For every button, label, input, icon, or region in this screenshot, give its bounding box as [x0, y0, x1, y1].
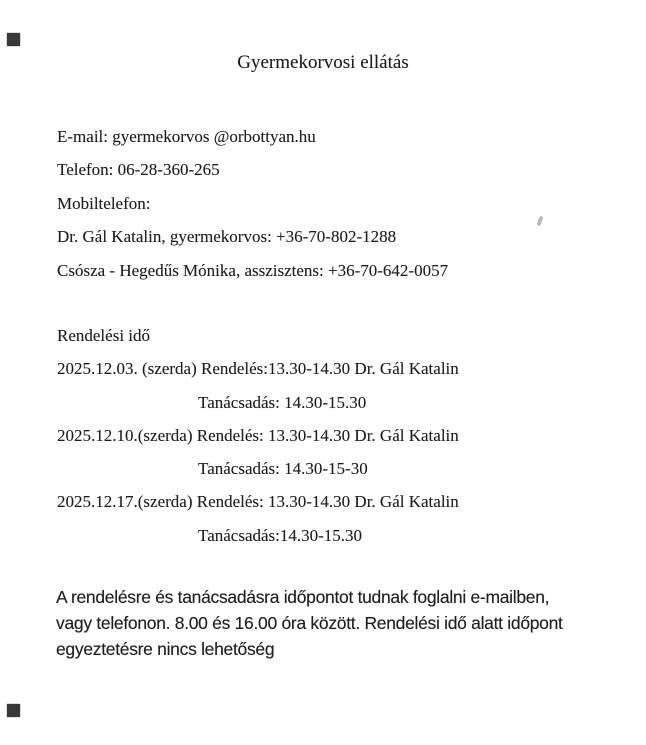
schedule-heading: Rendelési idő	[57, 326, 151, 345]
contact-block	[57, 120, 448, 287]
assistant-contact-line: Csósza - Hegedűs Mónika, asszisztens: +36-70-642-0057	[57, 260, 449, 280]
doctor-contact-line: Dr. Gál Katalin, gyermekorvos: +36-70-802-1288	[57, 227, 397, 247]
scan-mark-bottom	[7, 704, 20, 717]
schedule-block	[57, 319, 459, 552]
schedule-entry-advice: Tanácsadás:14.30-15.30	[198, 525, 363, 545]
schedule-entry-date: 2025.12.03. (szerda) Rendelés:13.30-14.30 Dr. Gál Katalin	[57, 359, 459, 379]
email-line: E-mail: gyermekorvos @orbottyan.hu	[57, 127, 316, 146]
schedule-entry-advice: Tanácsadás: 14.30-15-30	[198, 459, 368, 479]
document-title: Gyermekorvosi ellátás	[237, 52, 409, 73]
schedule-entry-advice: Tanácsadás: 14.30-15.30	[198, 392, 367, 412]
schedule-entry-date: 2025.12.17.(szerda) Rendelés: 13.30-14.30 Dr. Gál Katalin	[57, 492, 459, 512]
scan-speck	[537, 216, 544, 227]
phone-line: Telefon: 06-28-360-265	[57, 160, 220, 180]
scan-mark-top	[7, 33, 20, 46]
booking-note-line: A rendelésre és tanácsadásra időpontot tudnak foglalni e-mailben,	[56, 587, 550, 607]
booking-note-line: egyeztetésre nincs lehetőség	[56, 638, 275, 659]
booking-note-line: vagy telefonon. 8.00 és 16.00 óra között. Rendelési idő alatt időpont	[56, 612, 563, 633]
schedule-entry-date: 2025.12.10.(szerda) Rendelés: 13.30-14.30 Dr. Gál Katalin	[57, 425, 459, 445]
booking-note	[56, 585, 616, 662]
mobile-label-line: Mobiltelefon:	[57, 193, 151, 213]
